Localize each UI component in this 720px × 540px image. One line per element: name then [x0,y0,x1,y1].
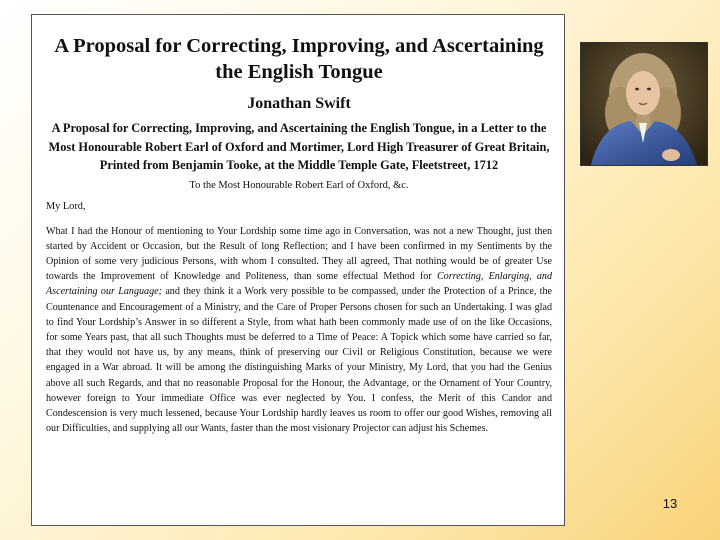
document-title: A Proposal for Correcting, Improving, and Ascertaining the English Tongue [54,35,544,83]
body-text-part-1: What I had the Honour of mentioning to Your Lordship some time ago in Conversation, was not a new Thought, just then started by Accident or Occasion, but the Result of long Reflection; and I have been confirmed in my Sentiments by the Opinion of some very judicious Persons, with whom I consulted. They all agreed, That nothing would be of greater Use towards the Improvement of Knowledge and Politeness, than some effectual Method for [46,225,552,283]
document-subtitle: A Proposal for Correcting, Improving, and Ascertaining the English Tongue, in a Letter to the Most Honourable Robert Earl of Oxford and Mortimer, Lord High Treasurer of Great Britain, Printed from Benjamin Tooke, at the Middle Temple Gate, Fleetstreet, 1712 [48,121,550,172]
letter-paragraph [46,224,552,437]
portrait-image [581,43,707,165]
author-portrait [580,42,708,166]
letter-body [46,224,552,437]
body-text-part-2: and they think it a Work very possible to be compassed, under the Protection of a Prince, the Countenance and Encouragement of a Ministry, and the Care of Proper Persons chosen for such an Undertaking. I was glad to find Your Lordship’s Answer in so different a Style, from what hath been commonly made use of on the like Occasions, for some Years past, that all such Thoughts must be deferred to a Time of Peace: A Topick which some have carried so far, that they would not have us, by any means, think of preserving our Civil or Religious Constitution, because we were engaged in a War abroad. It will be among the distinguishing Marks of your Ministry, My Lord, that you had the Genius above all such Regards, and that no reasonable Proposal for the Honour, the Advantage, or the Ornament of Your Country, however foreign to Your immediate Office was ever neglected by You. I confess, the Merit of this Candor and Condescension is very much lessened, because Your Lordship hardly leaves us room to offer our good Wishes, removing all our Difficulties, and supplying all our Wants, faster than the most visionary Projector can adjust his Schemes. [46,286,553,435]
body-text-emphasis: Correcting, Enlarging, and Ascertaining our Language; [46,271,552,298]
document-author: Jonathan Swift [247,95,351,112]
slide-number: 13 [662,496,678,511]
document-page [31,14,565,526]
document-dedication: To the Most Honourable Robert Earl of Oxford, &c. [189,179,409,191]
letter-salutation: My Lord, [46,200,86,212]
